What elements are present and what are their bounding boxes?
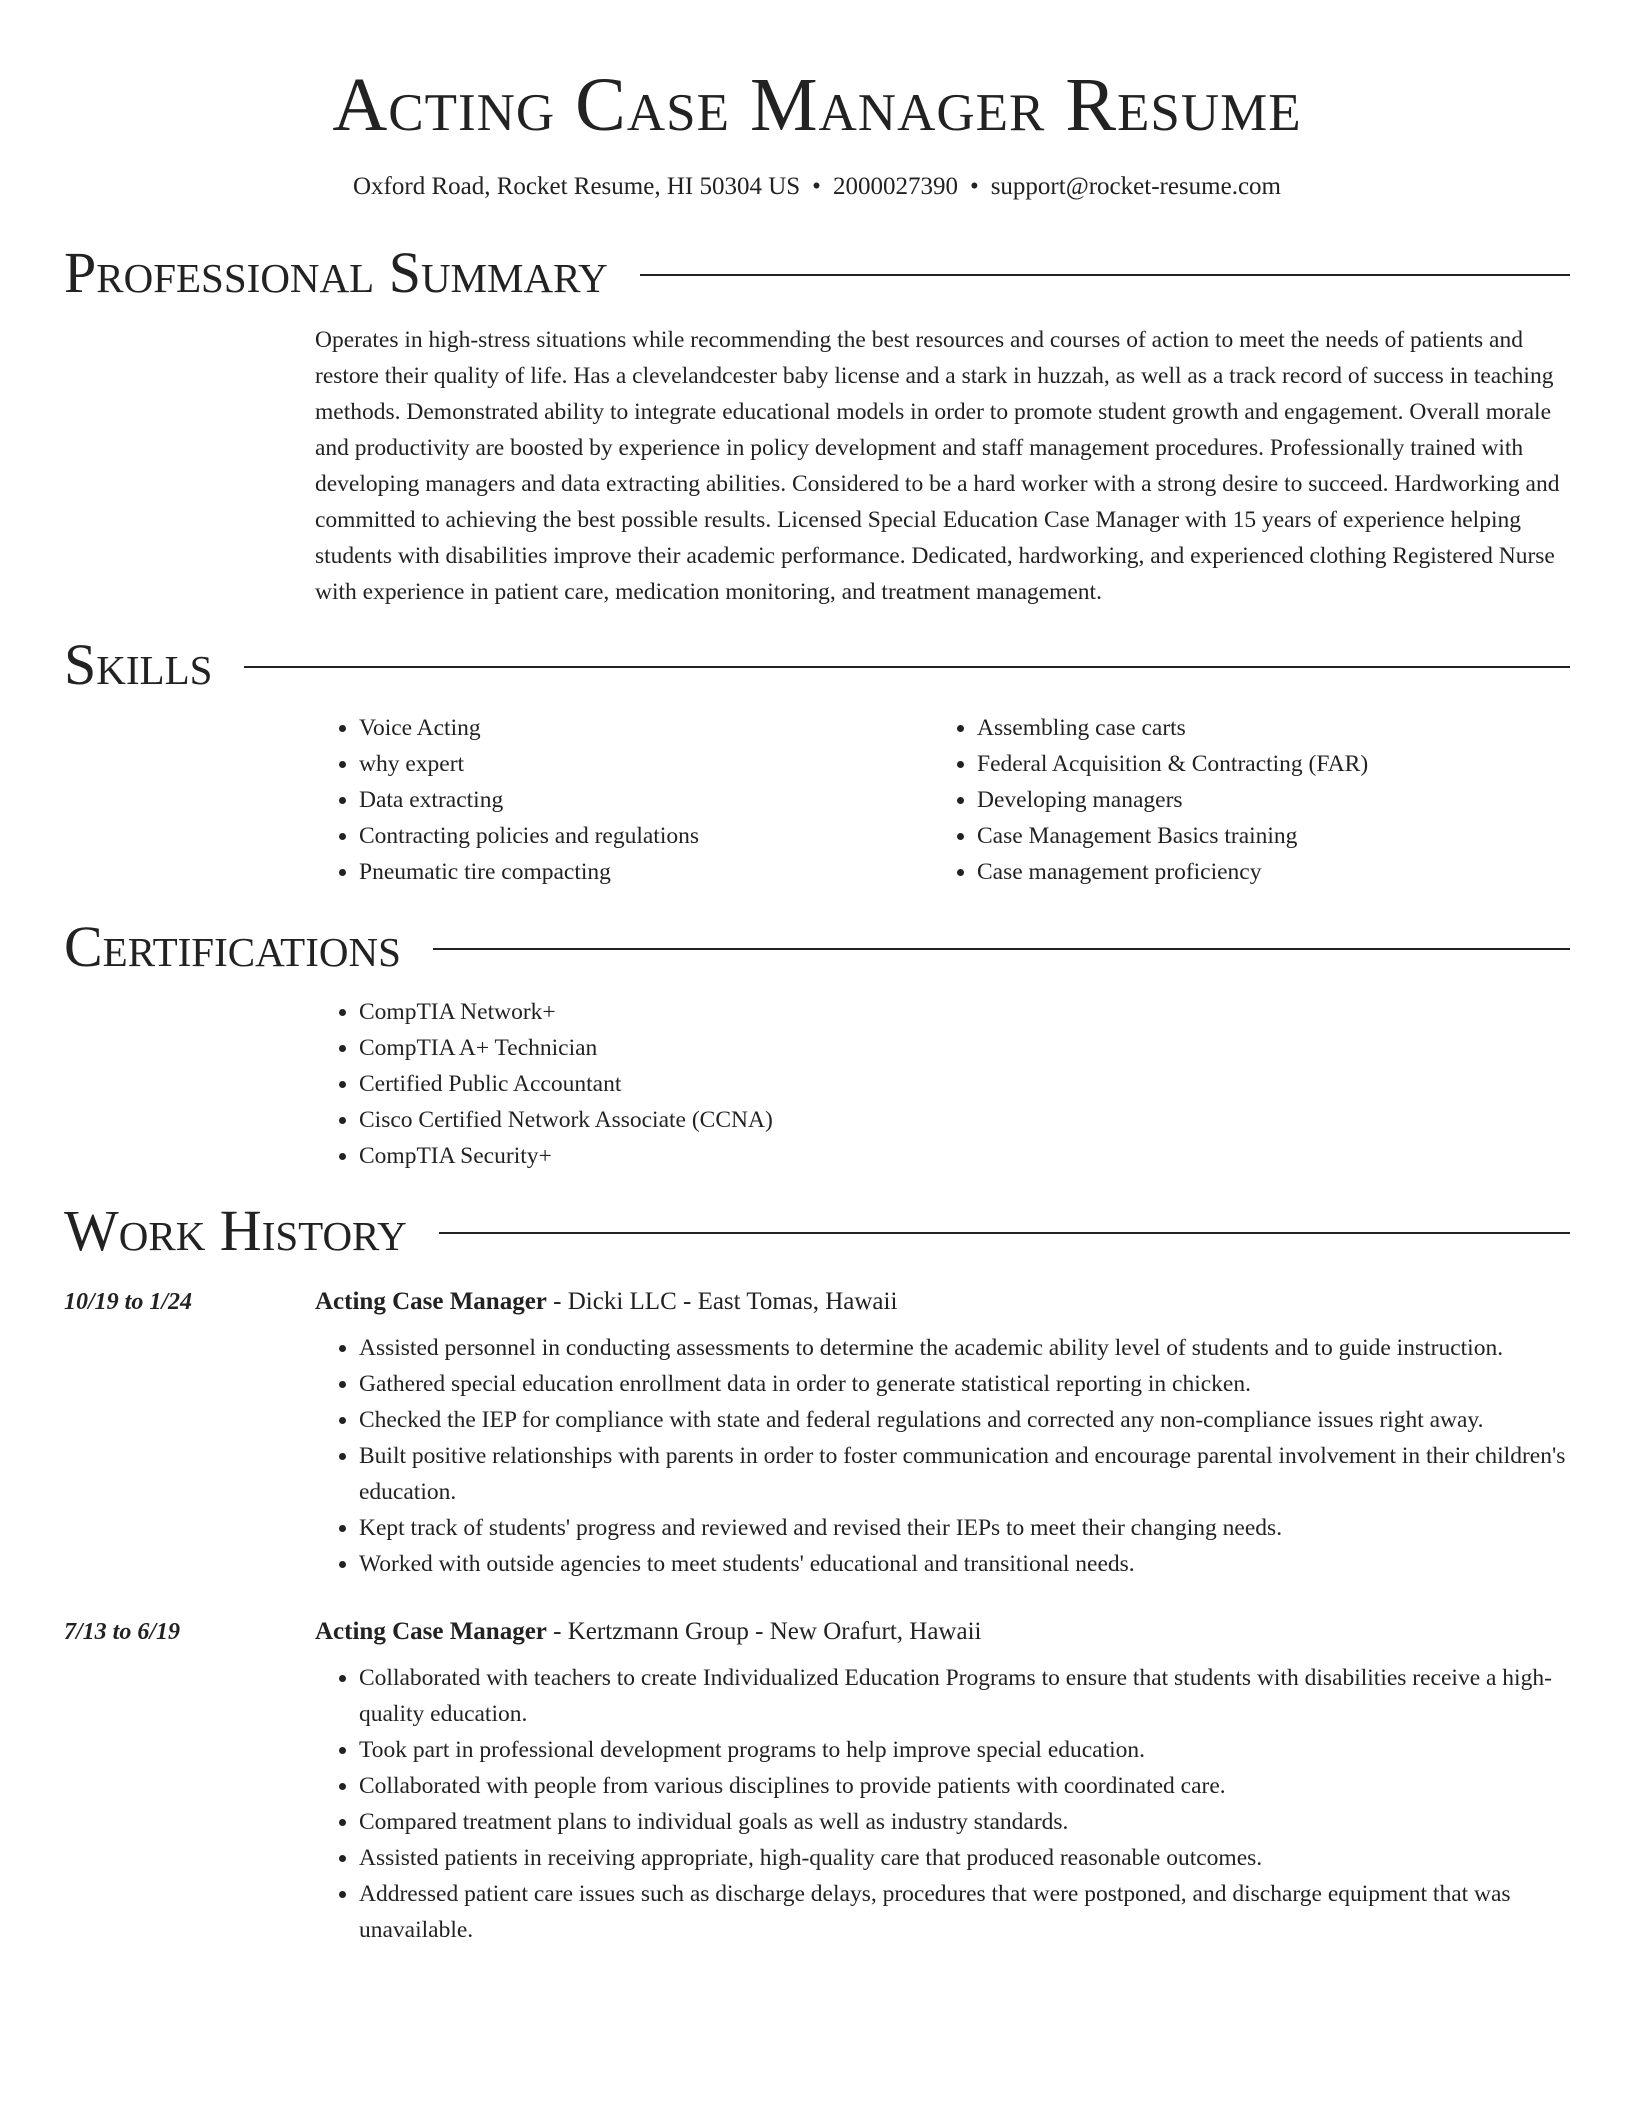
- job-bullet: • Checked the IEP for compliance with state and federal regulations and corrected any non-compliance issues right away.: [359, 1402, 1570, 1438]
- job-entry: [64, 1612, 1570, 1948]
- certifications-section-header: [64, 912, 1570, 982]
- skill-item: • Data extracting: [359, 782, 933, 818]
- skill-item: • why expert: [359, 746, 933, 782]
- job-bullets: [315, 1660, 1570, 1948]
- skill-item: • Pneumatic tire compacting: [359, 854, 933, 890]
- certifications-list: [315, 994, 1570, 1174]
- job-bullets: [315, 1330, 1570, 1582]
- job-entry: [64, 1282, 1570, 1582]
- job-bullet: • Compared treatment plans to individual goals as well as industry standards.: [359, 1804, 1570, 1840]
- job-role: Acting Case Manager: [315, 1288, 547, 1315]
- summary-heading: Professional Summary: [64, 240, 608, 305]
- job-bullet: • Took part in professional development programs to help improve special education.: [359, 1732, 1570, 1768]
- certification-item: • Cisco Certified Network Associate (CCNA): [359, 1102, 1570, 1138]
- resume-title: Acting Case Manager Resume: [332, 63, 1302, 147]
- job-details: - Kertzmann Group - New Orafurt, Hawaii: [546, 1618, 982, 1645]
- job-heading: [315, 1282, 1570, 1322]
- work-history-heading: Work History: [64, 1198, 407, 1263]
- contact-separator: •: [969, 173, 979, 200]
- job-bullet: • Built positive relationships with parents in order to foster communication and encourage parental involvement in their children's education.: [359, 1438, 1570, 1510]
- skill-item: • Federal Acquisition & Contracting (FAR): [977, 746, 1551, 782]
- resume-page: [64, 0, 1570, 1948]
- skill-item: • Contracting policies and regulations: [359, 818, 933, 854]
- contact-address: Oxford Road, Rocket Resume, HI 50304 US: [353, 173, 801, 200]
- certification-item: • CompTIA Network+: [359, 994, 1570, 1030]
- job-bullet: • Gathered special education enrollment data in order to generate statistical reporting in chicken.: [359, 1366, 1570, 1402]
- job-bullet: • Assisted patients in receiving appropriate, high-quality care that produced reasonable outcomes.: [359, 1840, 1570, 1876]
- contact-phone: 2000027390: [832, 173, 958, 200]
- skill-item: • Assembling case carts: [977, 710, 1551, 746]
- section-divider: [244, 666, 1570, 668]
- job-dates: 10/19 to 1/24: [64, 1289, 193, 1315]
- skills-column-left: [315, 710, 933, 890]
- skill-item: • Case Management Basics training: [977, 818, 1551, 854]
- job-bullet: • Addressed patient care issues such as discharge delays, procedures that were postponed, and discharge equipment that was unavailable.: [359, 1876, 1570, 1948]
- job-bullet: • Collaborated with people from various disciplines to provide patients with coordinated care.: [359, 1768, 1570, 1804]
- job-details: - Dicki LLC - East Tomas, Hawaii: [546, 1288, 898, 1315]
- skill-item: • Developing managers: [977, 782, 1551, 818]
- contact-separator: •: [812, 173, 821, 200]
- job-bullet: • Collaborated with teachers to create Individualized Education Programs to ensure that students with disabilities receive a high-quality education.: [359, 1660, 1570, 1732]
- skills-section-header: [64, 630, 1570, 700]
- certification-item: • CompTIA A+ Technician: [359, 1030, 1570, 1066]
- section-divider: [439, 1232, 1570, 1234]
- summary-text: Operates in high-stress situations while recommending the best resources and courses of action to meet the needs of patients and restore their quality of life. Has a clevelandcester baby license and a stark in huzzah, as well as a track record of success in teaching methods. Demonstrated ability to integrate educational models in order to promote student growth and engagement. Overall morale and productivity are boosted by experience in policy development and staff management procedures. Professionally trained with developing managers and data extracting abilities. Considered to be a hard worker with a strong desire to succeed. Hardworking and committed to achieving the best possible results. Licensed Special Education Case Manager with 15 years of experience helping students with disabilities improve their academic performance. Dedicated, hardworking, and experienced clothing Registered Nurse with experience in patient care, medication monitoring, and treatment management.: [315, 327, 1560, 605]
- job-body: [315, 1282, 1570, 1582]
- skill-item: • Voice Acting: [359, 710, 933, 746]
- skills-list: [315, 710, 1570, 890]
- job-role: Acting Case Manager: [315, 1618, 547, 1645]
- contact-line: [64, 170, 1570, 204]
- job-body: [315, 1612, 1570, 1948]
- skill-item: • Case management proficiency: [977, 854, 1551, 890]
- section-divider: [433, 948, 1570, 950]
- skills-heading: Skills: [64, 632, 213, 697]
- job-bullet: • Worked with outside agencies to meet students' educational and transitional needs.: [359, 1546, 1570, 1582]
- section-divider: [640, 274, 1570, 276]
- job-bullet: • Kept track of students' progress and reviewed and revised their IEPs to meet their changing needs.: [359, 1510, 1570, 1546]
- skills-column-right: [933, 710, 1551, 890]
- job-heading: [315, 1612, 1570, 1652]
- certification-item: • CompTIA Security+: [359, 1138, 1570, 1174]
- job-dates: 7/13 to 6/19: [64, 1619, 181, 1645]
- certifications-heading: Certifications: [64, 914, 401, 979]
- certification-item: • Certified Public Accountant: [359, 1066, 1570, 1102]
- job-bullet: • Assisted personnel in conducting assessments to determine the academic ability level of students and to guide instruction.: [359, 1330, 1570, 1366]
- work-history-section-header: [64, 1196, 1570, 1266]
- summary-section-header: [64, 238, 1570, 308]
- contact-email: support@rocket-resume.com: [990, 173, 1281, 200]
